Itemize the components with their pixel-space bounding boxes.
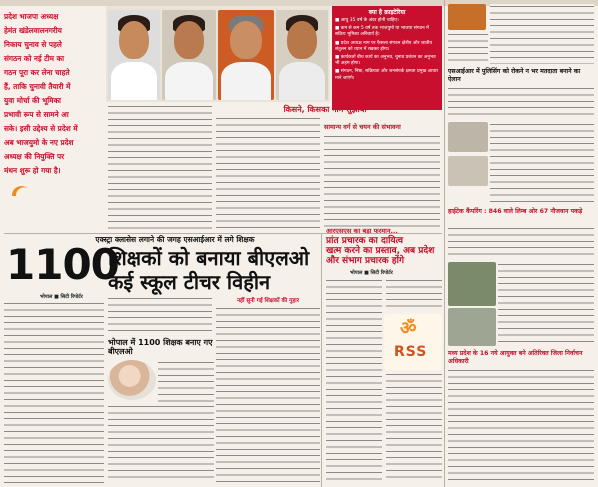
criteria-item: ■ आयु 35 वर्ष के अंदर होनी चाहिए। (335, 18, 399, 23)
main-col2-bot (108, 404, 214, 483)
center-headline-1: प्रांत प्रचारक का दायित्व (326, 236, 404, 246)
center-divider (321, 234, 322, 487)
top-story-subhead: किसने, किसका नाम सुझाया (283, 105, 367, 114)
teacher-photo (108, 360, 156, 400)
pullquote-line: प्रभावी रूप से सामने आ (4, 110, 69, 119)
right-col-2b (498, 262, 594, 346)
criteria-title: क्या है क्राइटेरिया (368, 9, 406, 16)
center-col2-bot (386, 372, 442, 483)
right-photo-4 (448, 308, 496, 346)
rss-logo-text: RSS (394, 344, 428, 360)
center-headline-3: और संभाग प्रचारक होंगे (326, 256, 405, 266)
portrait-4 (276, 10, 328, 100)
pullquote-line: सके। इसी उद्देश्य से प्रदेश में (4, 124, 78, 133)
center-headline (326, 236, 444, 266)
right-thumb-1 (448, 4, 486, 30)
right-head-2: हाईटेक कैंपरिंग : 846 वाले लिम्ब ओर 67 नौजवान पकड़े (448, 208, 583, 215)
pullquote-line: हेमंत खंडेलवालनगरीय (4, 26, 62, 35)
right-brief-1b (448, 32, 488, 64)
pullquote-line: गठन पूरा कर लेना चाहते (4, 68, 70, 77)
top-story-col3 (324, 134, 440, 230)
right-col-2 (448, 226, 594, 260)
main-kicker: एक्स्ट्रा क्लासेस लगाने की जगह एसआईआर में लगे शिक्षक (95, 235, 255, 244)
main-headline-line1: शिक्षकों को बनाया बीएलओ (108, 246, 310, 270)
criteria-box (332, 6, 442, 110)
rss-logo (384, 314, 442, 370)
pullquote-line: निकाय चुनाव से पहले (4, 40, 62, 49)
criteria-item: ■ कम से कम 5 वर्ष तक भाजयुमो या भाजपा संगठन में सक्रिय भूमिका अनिवार्य है। (335, 26, 429, 38)
pullquote-line: अध्यक्ष की नियुक्ति पर (4, 152, 65, 161)
right-col-1 (448, 86, 594, 120)
right-photo-3 (448, 262, 496, 306)
main-number: 1100 (6, 240, 119, 289)
main-inset-title: भोपाल में 1100 शिक्षक बनाए गए बीएलओ (108, 338, 213, 356)
right-col-3 (448, 368, 594, 483)
portrait-row (106, 6, 330, 102)
om-icon: ॐ (400, 318, 417, 339)
criteria-item: ■ कार्यकर्ता बीच कार्य का अनुभव, चुनाव प्रबंधन का अनुभव भी अहम होगा। (335, 55, 436, 67)
pullquote-line: युवा मोर्चा की भूमिका (4, 96, 61, 105)
pullquote-line: अब भाजयुमो के नए प्रदेश (4, 138, 74, 147)
pullquote-line: प्रदेश भाजपा अध्यक्ष (4, 12, 59, 21)
portrait-3 (218, 10, 274, 100)
right-photo-1 (448, 122, 488, 152)
main-col3 (216, 306, 320, 483)
right-head-3: मध्य प्रदेश के 16 नये आयुक्त बने अतिरिक्त जिला निर्वाचन अधिकारी (448, 350, 583, 365)
center-headline-2: खत्म करने का प्रस्ताव, अब प्रदेश (326, 246, 435, 256)
center-col2-top (386, 278, 442, 312)
main-col2-mid (158, 360, 214, 402)
right-brief-1 (490, 4, 594, 64)
center-byline: भोपाल ■ सिटी रिपोर्टर (350, 270, 393, 276)
portrait-2 (162, 10, 216, 100)
left-pullquote (4, 10, 104, 186)
criteria-item: ■ संगठन, निष्ठा, सक्रियता और जनसंपर्क क्षमता प्रमुख आधार माने जाएंगे। (335, 69, 439, 81)
pullquote-line: संगठन को नई टीम का (4, 54, 65, 63)
main-byline: भोपाल ■ सिटी रिपोर्टर (40, 294, 83, 300)
top-story-mid-subhead: सामान्य वर्ग से चयन की संभावना (324, 123, 401, 131)
right-photo-2 (448, 156, 488, 186)
criteria-item: ■ प्रदेश अध्यक्ष नाम पर फैसला संगठन क्षेत्रीय और जातीय संतुलन को ध्यान में रखकर होगा। (335, 40, 433, 52)
top-story-col1 (108, 104, 212, 232)
pullquote-line: हैं, ताकि चुनावी तैयारी में (4, 82, 71, 91)
saffron-curl (10, 182, 30, 198)
portrait-1 (108, 10, 160, 100)
right-divider (444, 0, 445, 487)
main-col2-top (108, 296, 212, 336)
center-col1 (326, 278, 382, 483)
right-col-1b (490, 122, 594, 206)
right-head-1: एसआईआर में पुलिसिंग को रोकने न भर मतदाता बनाने का ऐलान (448, 68, 581, 83)
center-kicker: आरएसएस का बड़ा फरमान... (326, 227, 398, 235)
main-side-title: नहीं सुनी गई शिक्षकों की गुहार (236, 298, 300, 304)
top-story-col2 (216, 116, 320, 230)
main-headline-line2: कई स्कूल टीचर विहीन (108, 270, 271, 294)
main-col1 (4, 301, 104, 483)
pullquote-line: मंथन शुरू हो गया है। (4, 166, 61, 175)
